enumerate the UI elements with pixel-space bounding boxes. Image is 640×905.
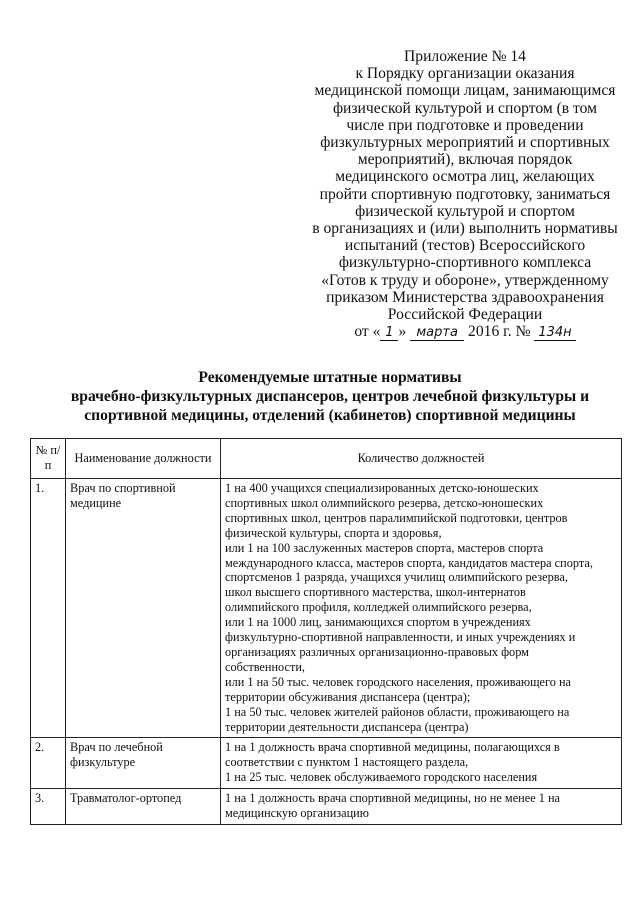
header-position: Наименование должности: [66, 439, 221, 479]
quantity-line: организациях различных организационно-правовых форм: [225, 644, 529, 659]
row-quantity: [221, 738, 622, 789]
row-position: Травматолог-ортопед: [66, 789, 221, 825]
appendix-line: физкультурно-спортивного комплекса: [338, 254, 592, 272]
appendix-line: в организациях и (или) выполнить нормативы: [312, 220, 618, 238]
table-header-row: [31, 439, 622, 479]
title-line: спортивной медицины, отделений (кабинетов) спортивной медицины: [84, 407, 576, 424]
appendix-line: к Порядку организации оказания: [355, 65, 575, 83]
quantity-line: 1 на 1 должность врача спортивной медицины, но не менее 1 на: [225, 791, 560, 806]
date-year: 2016 г. №: [468, 323, 531, 341]
appendix-line: медицинского осмотра лиц, желающих: [335, 168, 595, 186]
row-num: 3.: [31, 789, 66, 825]
quantity-line: 1 на 25 тыс. человек обслуживаемого городского населения: [225, 770, 538, 785]
quantity-line: 1 на 50 тыс. человек жителей районов области, проживающего на: [225, 704, 570, 719]
quantity-line: или 1 на 50 тыс. человек городского населения, проживающего на: [225, 674, 572, 689]
quantity-line: или 1 на 100 заслуженных мастеров спорта, мастеров спорта: [225, 540, 544, 555]
appendix-line: приказом Министерства здравоохранения: [326, 288, 604, 306]
quantity-line: спортивных школ олимпийского резерва, детско-юношеских: [225, 495, 544, 510]
quantity-line: медицинскую организацию: [225, 806, 369, 821]
handwritten-day: 1: [380, 326, 398, 341]
order-date-line: [300, 323, 630, 341]
appendix-line: числе при подготовке и проведении: [346, 116, 584, 134]
appendix-line: медицинской помощи лицам, занимающимся: [314, 82, 616, 100]
handwritten-month: марта: [410, 326, 464, 341]
row-quantity: [221, 479, 622, 738]
appendix-line: испытаний (тестов) Всероссийского: [344, 237, 586, 255]
date-prefix: от «: [354, 323, 381, 341]
row-quantity: [221, 789, 622, 825]
appendix-line: Российской Федерации: [387, 306, 543, 324]
document-title: [40, 368, 620, 425]
appendix-line: физкультурных мероприятий и спортивных: [320, 134, 610, 152]
header-num: № п/п: [31, 439, 66, 479]
table-row: [31, 479, 622, 738]
row-position: Врач по лечебной физкультуре: [66, 738, 221, 789]
appendix-line: Приложение № 14: [404, 48, 526, 65]
quantity-line: территории обсуживания диспансера (центра);: [225, 689, 471, 704]
row-num: 2.: [31, 738, 66, 789]
quantity-line: соответствии с пунктом 1 настоящего раздела,: [225, 755, 469, 770]
header-quantity: Количество должностей: [221, 439, 622, 479]
quantity-line: олимпийского профиля, колледжей олимпийского резерва,: [225, 600, 532, 615]
quantity-line: или 1 на 1000 лиц, занимающихся спортом в учреждениях: [225, 615, 531, 630]
appendix-line: «Готов к труду и обороне», утвержденному: [321, 271, 609, 289]
quantity-line: международного класса, мастеров спорта, кандидатов мастера спорта,: [225, 555, 593, 570]
date-quote-close: »: [398, 323, 407, 341]
quantity-line: собственности,: [225, 659, 305, 674]
staff-norms-table: [30, 438, 622, 825]
quantity-line: спортсменов 1 разряда, учащихся училищ олимпийского резерва,: [225, 570, 568, 585]
table-row: [31, 738, 622, 789]
title-line: врачебно-физкультурных диспансеров, центров лечебной физкультуры и: [70, 388, 590, 405]
appendix-header: [300, 48, 630, 341]
row-num: 1.: [31, 479, 66, 738]
appendix-line: мероприятий), включая порядок: [357, 151, 573, 169]
quantity-line: 1 на 400 учащихся специализированных детско-юношеских: [225, 481, 539, 495]
table-row: [31, 789, 622, 825]
appendix-line: физической культурой и спортом (в том: [332, 99, 598, 117]
quantity-line: физической культуры, спорта и здоровья,: [225, 525, 442, 540]
quantity-line: школ высшего спортивного мастерства, школ-интернатов: [225, 585, 526, 600]
handwritten-order-number: 134н: [534, 326, 575, 341]
appendix-line: физической культурой и спортом: [355, 202, 575, 220]
appendix-line: пройти спортивную подготовку, заниматься: [319, 185, 611, 203]
quantity-line: территории деятельности диспансера (центра): [225, 719, 469, 734]
quantity-line: спортивных школ, центров паралимпийской подготовки, центров: [225, 510, 568, 525]
quantity-line: 1 на 1 должность врача спортивной медицины, полагающихся в: [225, 740, 560, 755]
title-line: Рекомендуемые штатные нормативы: [198, 369, 462, 386]
row-position: Врач по спортивной медицине: [66, 479, 221, 738]
quantity-line: физкультурно-спортивной направленности, и иных учреждениях и: [225, 630, 576, 645]
